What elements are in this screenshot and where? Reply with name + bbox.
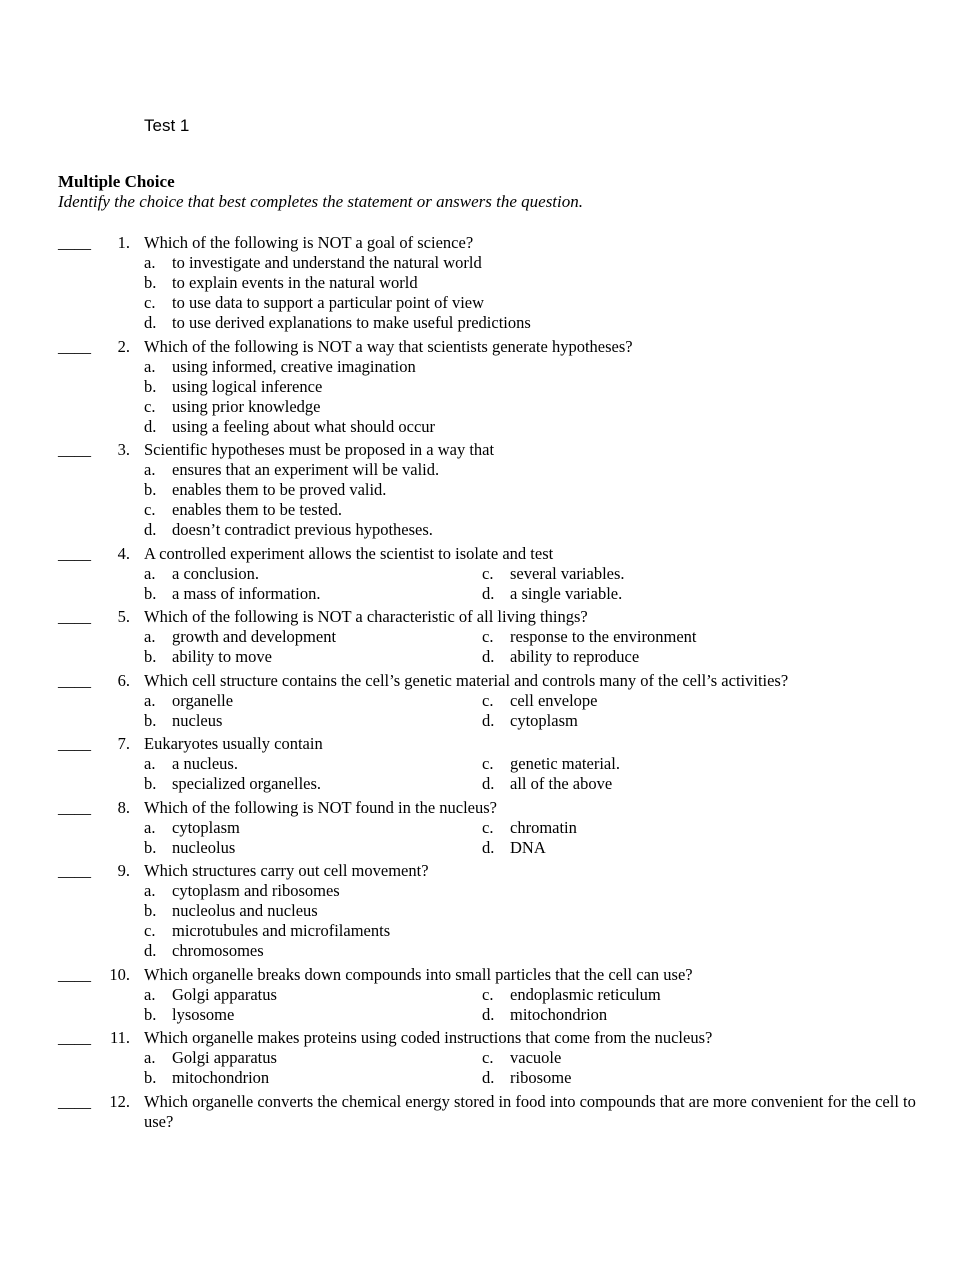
choice-list [58, 691, 938, 731]
choice-row [58, 1068, 938, 1088]
choice-text: ribosome [510, 1068, 572, 1087]
question-number: 7. [117, 734, 130, 753]
choice-text: mitochondrion [172, 1068, 270, 1087]
choice-option [144, 500, 342, 520]
answer-blank[interactable]: ____ [58, 543, 91, 563]
question-stem [58, 1092, 938, 1132]
choice-letter: b. [144, 837, 157, 857]
answer-blank[interactable]: ____ [58, 861, 91, 880]
answer-blank[interactable]: ____ [58, 1028, 91, 1047]
choice-option [482, 774, 612, 794]
choice-option [144, 1005, 234, 1025]
choice-option [144, 584, 320, 604]
question-item [58, 337, 938, 437]
choice-option [144, 564, 259, 584]
question-number: 12. [109, 1091, 130, 1111]
choice-text: a mass of information. [172, 583, 321, 603]
choice-row [58, 397, 938, 417]
choice-letter: b. [144, 583, 157, 603]
choice-letter: d. [482, 710, 495, 730]
choice-option [144, 293, 484, 313]
question-text: Scientific hypotheses must be proposed in a way that [144, 440, 495, 459]
choice-option [144, 818, 240, 838]
choice-row [58, 941, 938, 961]
choice-list [58, 818, 938, 858]
question-item [58, 1028, 938, 1088]
choice-text: endoplasmic reticulum [510, 984, 661, 1004]
choice-text: microtubules and microfilaments [172, 921, 391, 940]
choice-letter: c. [144, 293, 156, 312]
choice-option [482, 754, 620, 774]
choice-letter: c. [482, 690, 494, 710]
choice-text: using a feeling about what should occur [172, 416, 436, 436]
choice-letter: d. [144, 941, 157, 960]
choice-option [144, 627, 336, 647]
choice-list [58, 253, 938, 333]
choice-option [482, 711, 578, 731]
choice-text: organelle [172, 690, 234, 710]
answer-blank[interactable]: ____ [58, 607, 91, 626]
choice-letter: a. [144, 1048, 156, 1067]
choice-letter: a. [144, 627, 156, 646]
choice-list [58, 881, 938, 961]
question-number: 9. [117, 861, 130, 880]
choice-letter: d. [482, 1004, 495, 1024]
question-number: 1. [117, 233, 130, 252]
question-item [58, 607, 938, 667]
choice-option [482, 985, 661, 1005]
choice-letter: a. [144, 984, 156, 1004]
choice-text: all of the above [510, 774, 613, 793]
choice-letter: c. [482, 627, 494, 646]
choice-text: to use derived explanations to make useful predictions [172, 313, 531, 332]
choice-text: enables them to be proved valid. [172, 480, 387, 499]
choice-text: genetic material. [510, 754, 620, 773]
choice-list [58, 564, 938, 604]
choice-text: to explain events in the natural world [172, 273, 418, 292]
answer-blank[interactable]: ____ [58, 964, 91, 984]
question-number: 11. [109, 1028, 130, 1047]
choice-text: mitochondrion [510, 1004, 608, 1024]
choice-letter: b. [144, 647, 157, 666]
choice-text: cell envelope [510, 690, 598, 710]
choice-letter: a. [144, 460, 156, 479]
question-text: Which organelle breaks down compounds into small particles that the cell can use? [144, 964, 693, 984]
question-item [58, 965, 938, 1025]
question-text: Which organelle makes proteins using coded instructions that come from the nucleus? [144, 1028, 713, 1047]
answer-blank[interactable]: ____ [58, 233, 91, 252]
choice-letter: d. [144, 416, 157, 436]
choice-letter: d. [482, 647, 495, 666]
question-number: 6. [117, 670, 130, 690]
choice-text: vacuole [510, 1048, 562, 1067]
choice-option [144, 838, 235, 858]
answer-blank[interactable]: ____ [58, 734, 91, 753]
choice-option [144, 273, 418, 293]
choice-letter: a. [144, 754, 156, 773]
choice-option [482, 818, 577, 838]
choice-letter: b. [144, 480, 157, 499]
choice-letter: c. [482, 1048, 494, 1067]
choice-list [58, 627, 938, 667]
choice-row [58, 253, 938, 273]
choice-list [58, 357, 938, 437]
choice-letter: a. [144, 563, 156, 583]
choice-letter: d. [482, 774, 495, 793]
question-text: A controlled experiment allows the scientist to isolate and test [144, 543, 554, 563]
question-text: Which of the following is NOT a way that scientists generate hypotheses? [144, 336, 633, 356]
choice-text: a single variable. [510, 583, 623, 603]
choice-option [144, 647, 272, 667]
question-stem [58, 607, 938, 627]
question-item [58, 734, 938, 794]
choice-text: cytoplasm [510, 710, 578, 730]
choice-letter: b. [144, 1068, 157, 1087]
choice-row [58, 754, 938, 774]
choice-option [482, 1068, 571, 1088]
choice-row [58, 584, 938, 604]
choice-row [58, 647, 938, 667]
choice-row [58, 377, 938, 397]
choice-letter: a. [144, 881, 156, 900]
choice-option [144, 253, 482, 273]
choice-text: a conclusion. [172, 563, 260, 583]
choice-row [58, 273, 938, 293]
choice-option [144, 921, 390, 941]
choice-text: to use data to support a particular point of view [172, 293, 485, 312]
choice-letter: c. [144, 396, 156, 416]
choice-text: Golgi apparatus [172, 984, 277, 1004]
choice-option [144, 357, 416, 377]
question-number: 3. [117, 440, 130, 459]
choice-option [144, 901, 318, 921]
choice-text: lysosome [172, 1004, 235, 1024]
choice-text: doesn’t contradict previous hypotheses. [172, 520, 433, 539]
choice-option [482, 691, 598, 711]
choice-option [144, 691, 233, 711]
question-text: Eukaryotes usually contain [144, 734, 323, 753]
choice-option [482, 584, 622, 604]
choice-option [144, 1068, 269, 1088]
question-text: Which cell structure contains the cell’s genetic material and controls many of the cell’s activities? [144, 670, 789, 690]
choice-letter: a. [144, 690, 156, 710]
choice-option [482, 1005, 607, 1025]
choice-text: enables them to be tested. [172, 500, 342, 519]
choice-row [58, 480, 938, 500]
choice-row [58, 627, 938, 647]
choice-option [144, 480, 386, 500]
choice-list [58, 460, 938, 540]
choice-letter: a. [144, 817, 156, 837]
section-heading: Multiple Choice [58, 172, 175, 191]
choice-row [58, 293, 938, 313]
choice-letter: b. [144, 774, 157, 793]
choice-letter: b. [144, 901, 157, 920]
question-number: 5. [117, 607, 130, 626]
question-number: 4. [117, 543, 130, 563]
choice-text: nucleolus and nucleus [172, 901, 318, 920]
choice-letter: c. [144, 500, 156, 519]
question-number: 2. [117, 336, 130, 356]
choice-text: cytoplasm [172, 817, 240, 837]
choice-text: ability to move [172, 647, 272, 666]
choice-option [144, 417, 435, 437]
choice-letter: c. [144, 921, 156, 940]
choice-list [58, 1048, 938, 1088]
choice-letter: d. [144, 313, 157, 332]
choice-text: specialized organelles. [172, 774, 322, 793]
question-stem [58, 233, 938, 253]
question-item [58, 233, 938, 333]
choice-letter: a. [144, 253, 156, 272]
choice-option [482, 627, 697, 647]
question-stem [58, 734, 938, 754]
answer-blank[interactable]: ____ [58, 440, 91, 459]
answer-blank[interactable]: ____ [58, 336, 91, 356]
choice-option [144, 1048, 277, 1068]
question-number: 8. [117, 797, 130, 817]
question-text: Which structures carry out cell movement? [144, 861, 429, 880]
choice-row [58, 564, 938, 584]
choice-letter: d. [482, 583, 495, 603]
choice-text: nucleolus [172, 837, 236, 857]
choice-text: to investigate and understand the natural world [172, 253, 482, 272]
choice-text: a nucleus. [172, 754, 238, 773]
choice-option [144, 313, 531, 333]
question-item [58, 798, 938, 858]
choice-text: DNA [510, 837, 546, 857]
question-stem [58, 671, 938, 691]
question-item [58, 671, 938, 731]
choice-row [58, 500, 938, 520]
choice-text: ability to reproduce [510, 647, 640, 666]
choice-text: chromosomes [172, 941, 264, 960]
answer-blank[interactable]: ____ [58, 1091, 91, 1111]
choice-row [58, 1048, 938, 1068]
choice-text: response to the environment [510, 627, 697, 646]
choice-row [58, 774, 938, 794]
choice-row [58, 357, 938, 377]
choice-option [482, 647, 639, 667]
choice-text: Golgi apparatus [172, 1048, 277, 1067]
choice-row [58, 985, 938, 1005]
answer-blank[interactable]: ____ [58, 670, 91, 690]
choice-text: growth and development [172, 627, 337, 646]
choice-row [58, 417, 938, 437]
choice-list [58, 754, 938, 794]
question-item [58, 861, 938, 961]
question-stem [58, 440, 938, 460]
choice-letter: c. [482, 817, 494, 837]
choice-letter: b. [144, 1004, 157, 1024]
choice-option [144, 754, 238, 774]
choice-text: using prior knowledge [172, 396, 321, 416]
question-text: Which of the following is NOT a characteristic of all living things? [144, 607, 588, 626]
choice-letter: c. [482, 563, 494, 583]
choice-option [482, 1048, 561, 1068]
page-title: Test 1 [144, 116, 190, 135]
choice-letter: b. [144, 273, 157, 292]
choice-option [482, 564, 625, 584]
choice-option [144, 460, 439, 480]
question-stem [58, 1028, 938, 1048]
choice-row [58, 1005, 938, 1025]
choice-option [144, 985, 277, 1005]
choice-letter: d. [482, 1068, 495, 1087]
choice-option [144, 377, 322, 397]
choice-letter: d. [144, 520, 157, 539]
question-stem [58, 544, 938, 564]
question-text: Which of the following is NOT found in the nucleus? [144, 797, 498, 817]
choice-text: several variables. [510, 563, 625, 583]
choice-option [144, 774, 321, 794]
choice-option [144, 941, 264, 961]
question-item [58, 544, 938, 604]
question-stem [58, 861, 938, 881]
choice-text: nucleus [172, 710, 223, 730]
question-text: Which organelle converts the chemical energy stored in food into compounds that are more convenient for the cell to use? [144, 1091, 916, 1131]
choice-text: cytoplasm and ribosomes [172, 881, 340, 900]
choice-option [144, 711, 222, 731]
choice-text: ensures that an experiment will be valid. [172, 460, 440, 479]
question-stem [58, 798, 938, 818]
choice-letter: d. [482, 837, 495, 857]
choice-row [58, 711, 938, 731]
choice-text: using informed, creative imagination [172, 356, 416, 376]
choice-option [144, 520, 433, 540]
question-stem [58, 965, 938, 985]
choice-letter: c. [482, 754, 494, 773]
choice-letter: c. [482, 984, 494, 1004]
choice-row [58, 460, 938, 480]
choice-row [58, 818, 938, 838]
question-item [58, 440, 938, 540]
choice-row [58, 901, 938, 921]
choice-letter: a. [144, 356, 156, 376]
question-item [58, 1092, 938, 1132]
question-stem [58, 337, 938, 357]
question-number: 10. [109, 964, 130, 984]
choice-option [144, 397, 320, 417]
choice-option [482, 838, 546, 858]
choice-row [58, 313, 938, 333]
choice-row [58, 691, 938, 711]
choice-option [144, 881, 340, 901]
choice-row [58, 921, 938, 941]
choice-text: using logical inference [172, 376, 323, 396]
choice-letter: b. [144, 376, 157, 396]
answer-blank[interactable]: ____ [58, 797, 91, 817]
choice-row [58, 838, 938, 858]
section-instructions: Identify the choice that best completes the statement or answers the question. [58, 192, 583, 211]
question-list [58, 233, 938, 1135]
question-text: Which of the following is NOT a goal of science? [144, 233, 474, 252]
choice-row [58, 520, 938, 540]
choice-letter: b. [144, 710, 157, 730]
choice-text: chromatin [510, 817, 577, 837]
choice-row [58, 881, 938, 901]
choice-list [58, 985, 938, 1025]
